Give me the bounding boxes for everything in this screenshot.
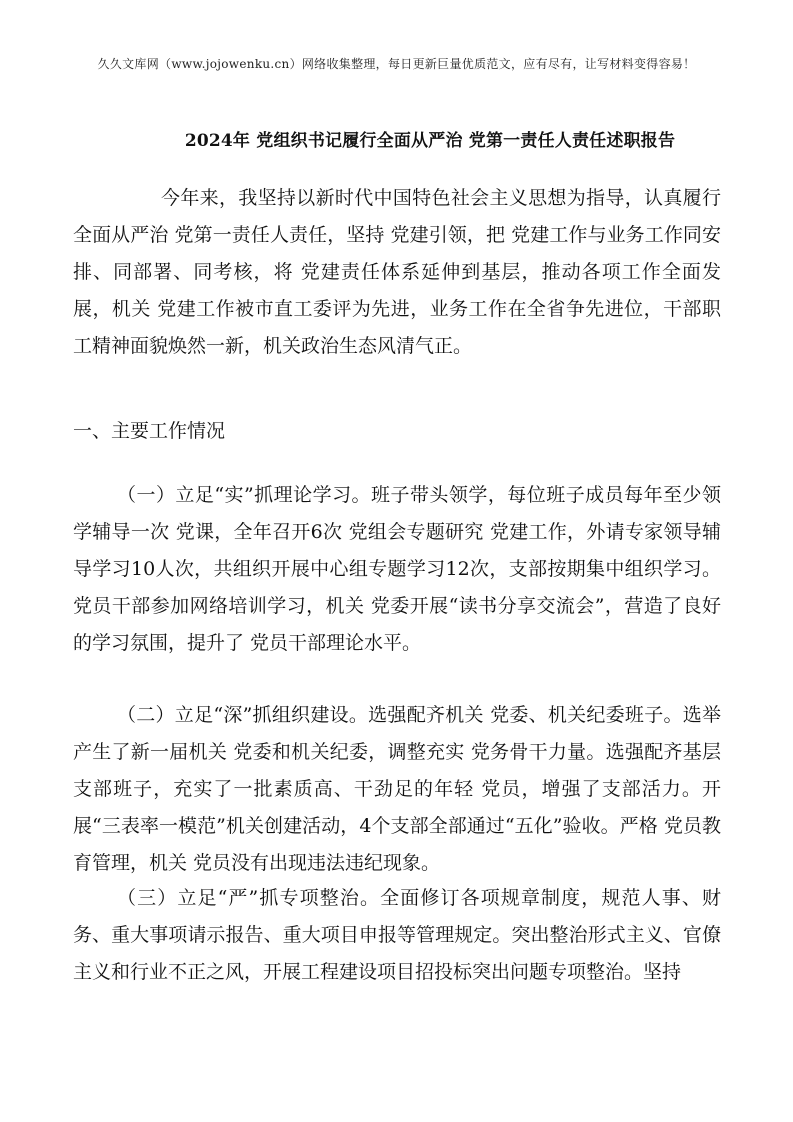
paragraph-special-rectification: （三）立足“严”抓专项整治。全面修订各项规章制度，规范人事、财务、重大事项请示报告、重大项目申报等管理规定。突出整治形式主义、官僚主义和行业不正之风，开展工程建设项目招投标突出问题专项整治。坚持 (73, 887, 721, 983)
document-title: 2024年 党组织书记履行全面从严治 党第一责任人责任述职报告 (184, 131, 676, 151)
section-heading-1: 一、主要工作情况 (73, 420, 226, 442)
paragraph-theory-study: （一）立足“实”抓理论学习。班子带头领学，每位班子成员每年至少领学辅导一次 党课，全年召开6次 党组会专题研究 党建工作，外请专家领导辅导学习10人次，共组织开展中心组专题学习12次，支部按期集中组织学习。 党员干部参加网络培训学习，机关 党委开展“读书分享交流会”，营造了良好的学习氛围，提升了 党员干部理论水平。 (73, 484, 721, 654)
header-note: 久久文库网（www.jojowenku.cn）网络收集整理，每日更新巨量优质范文，应有尽有，让写材料变得容易！ (97, 57, 696, 71)
intro-paragraph: 今年来，我坚持以新时代中国特色社会主义思想为指导，认真履行全面从严治 党第一责任人责任，坚持 党建引领，把 党建工作与业务工作同安排、同部署、同考核，将 党建责任体系延伸到基层，推动各项工作全面发展，机关 党建工作被市直工委评为先进，业务工作在全省争先进位，干部职工精神面貌焕然一新，机关政治生态风清气正。 (73, 187, 721, 357)
paragraph-organization-building: （二）立足“深”抓组织建设。选强配齐机关 党委、机关纪委班子。选举产生了新一届机关 党委和机关纪委，调整充实 党务骨干力量。选强配齐基层支部班子，充实了一批素质高、干劲足的年轻 党员，增强了支部活力。开展“三表率一模范”机关创建活动，4个支部全部通过“五化”验收。严格 党员教育管理，机关 党员没有出现违法违纪现象。 (73, 704, 721, 874)
